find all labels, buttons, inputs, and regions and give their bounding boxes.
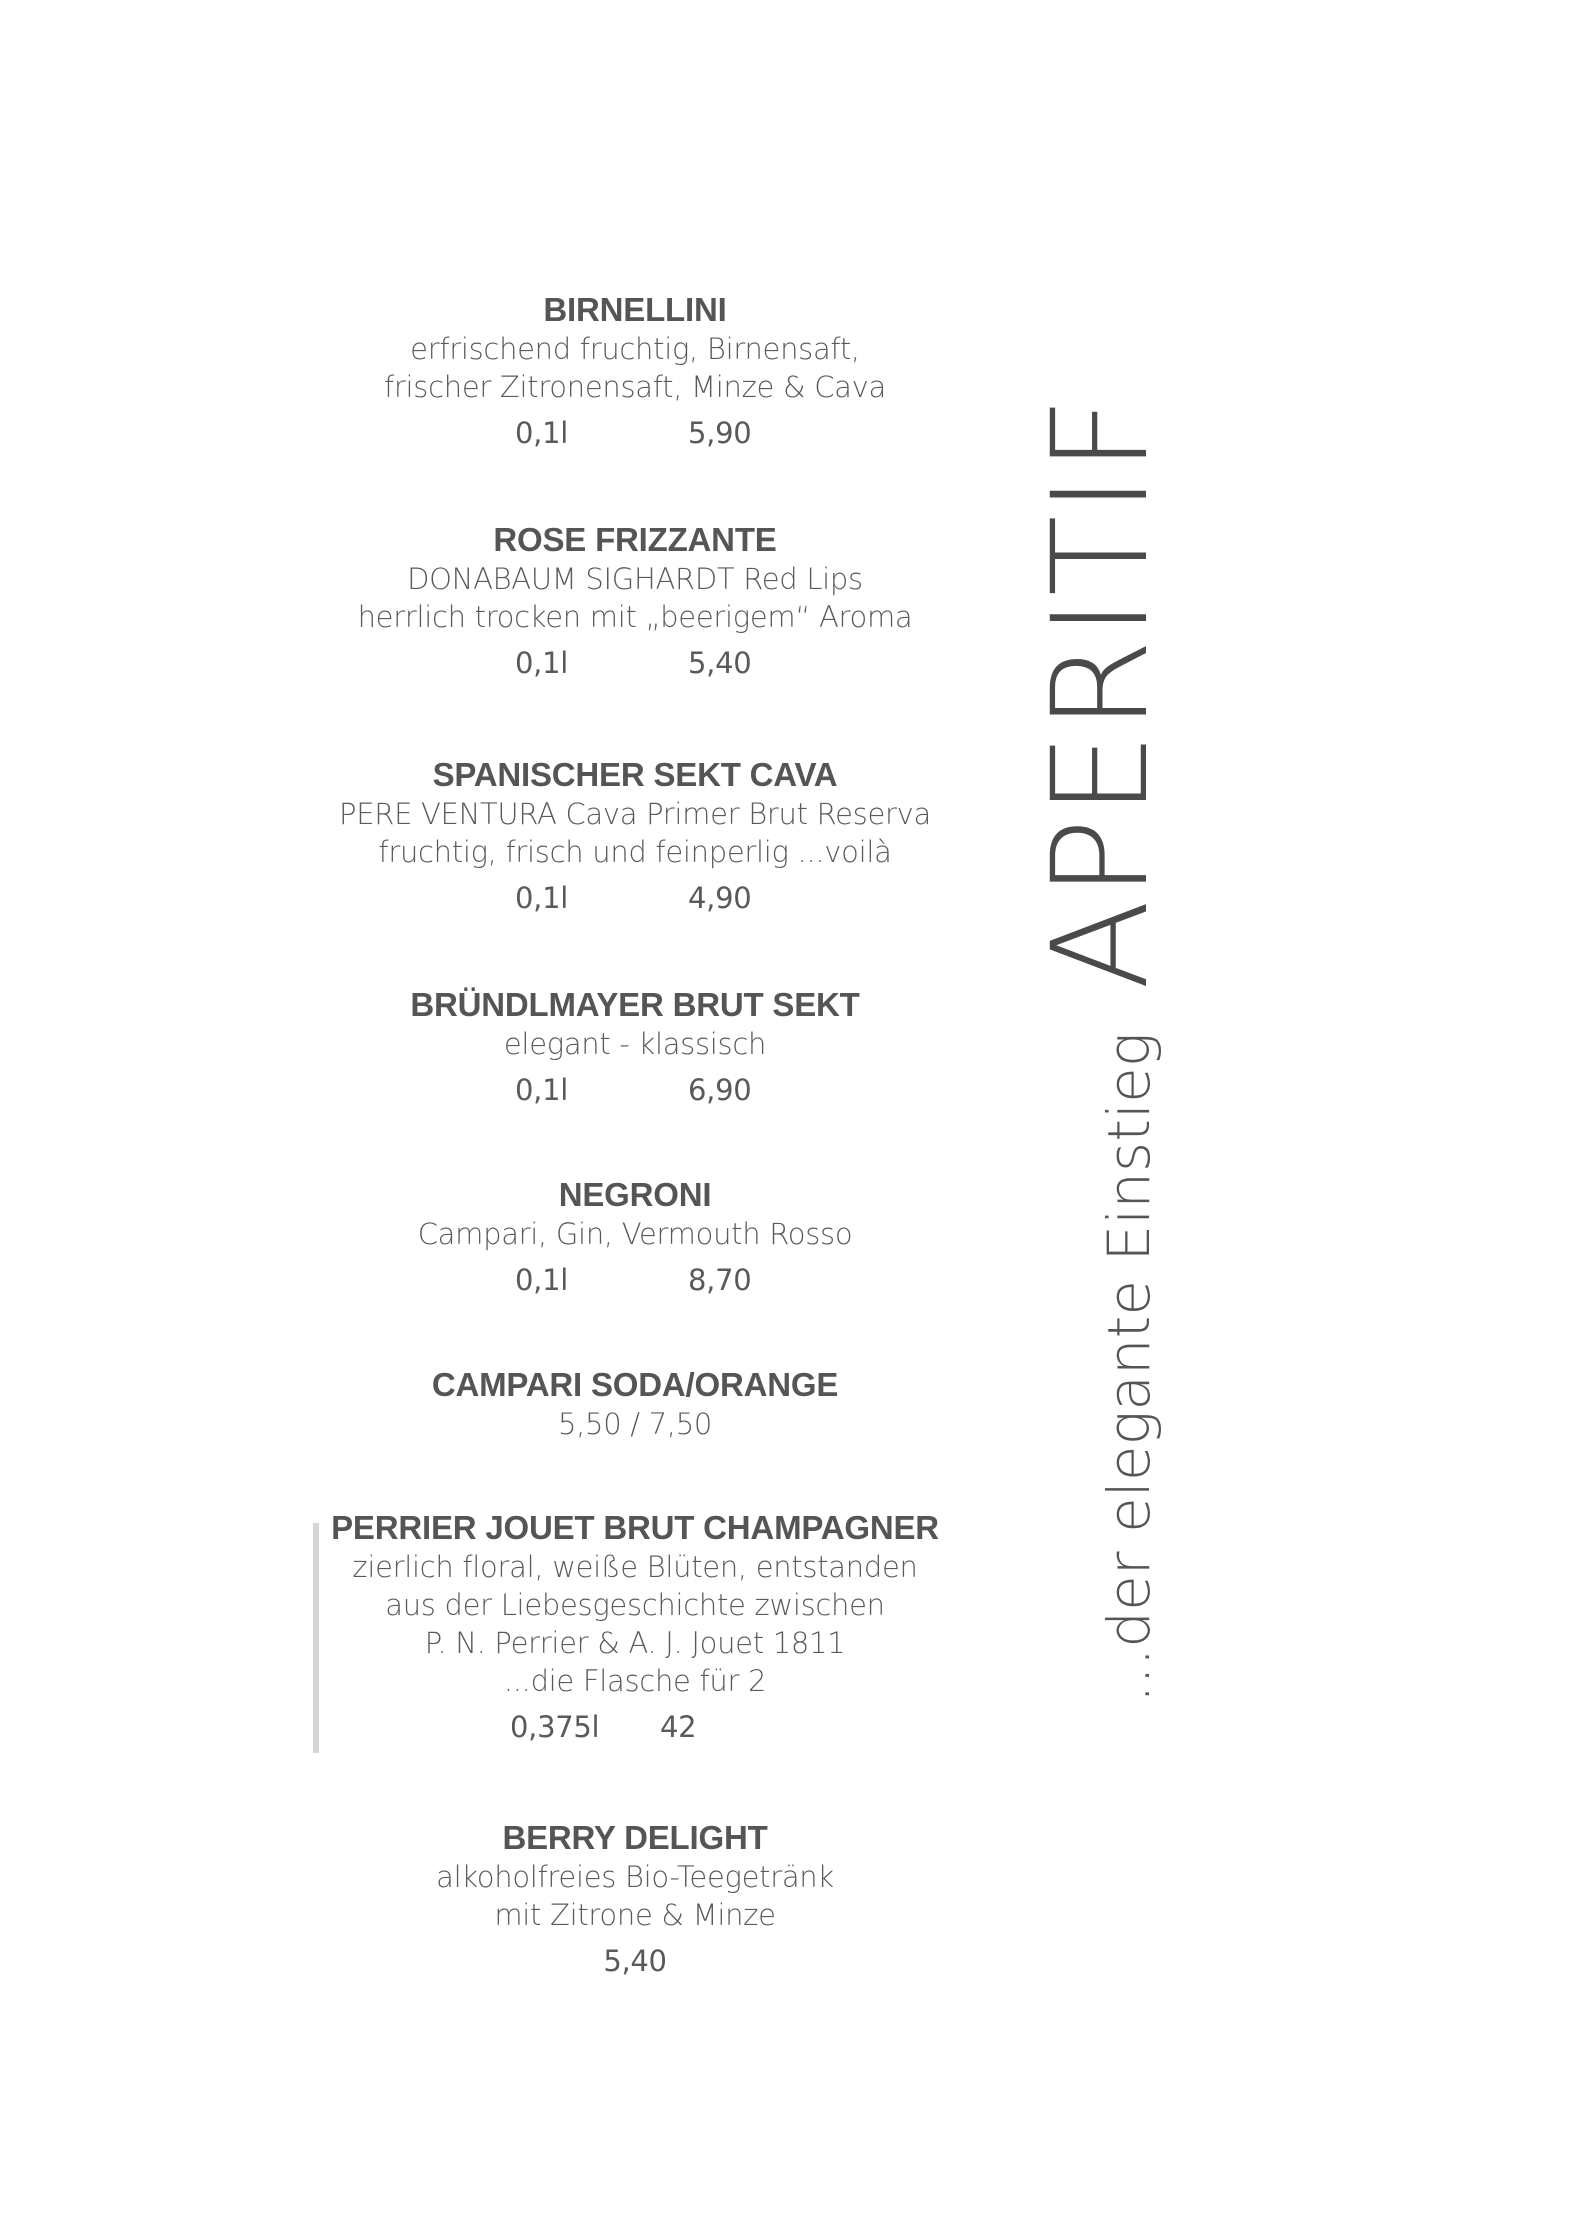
highlight-bar	[313, 1523, 319, 1753]
item-volume: 0,1l	[515, 1263, 568, 1297]
item-description-line: frischer Zitronensaft, Minze & Cava	[384, 370, 886, 404]
menu-item	[310, 985, 960, 1111]
item-description-line: mit Zitrone & Minze	[494, 1898, 776, 1932]
menu-item	[310, 1818, 960, 1982]
item-description-line: P. N. Perrier & A. J. Jouet 1811	[424, 1626, 846, 1660]
item-description-line: elegant - klassisch	[503, 1027, 767, 1061]
price-row	[310, 642, 960, 684]
menu-item	[310, 520, 960, 684]
item-description-line: ...die Flasche für 2	[503, 1664, 767, 1698]
item-name: CAMPARI SODA/ORANGE	[431, 1366, 839, 1403]
item-name: BIRNELLINI	[543, 291, 727, 328]
item-price-line: 5,50 / 7,50	[557, 1407, 713, 1441]
item-name: PERRIER JOUET BRUT CHAMPAGNER	[331, 1509, 939, 1546]
item-name: BERRY DELIGHT	[502, 1819, 768, 1856]
price-row	[310, 1706, 960, 1748]
item-name: SPANISCHER SEKT CAVA	[432, 756, 838, 793]
page-title: APERITIF	[1024, 394, 1178, 990]
item-description-line: Campari, Gin, Vermouth Rosso	[417, 1217, 853, 1251]
item-volume: 0,375l	[510, 1710, 600, 1744]
item-price: 4,90	[688, 881, 752, 915]
menu-item	[310, 1175, 960, 1301]
item-price: 42	[660, 1710, 697, 1744]
price-row	[310, 1259, 960, 1301]
item-description-line: zierlich floral, weiße Blüten, entstanden	[352, 1550, 918, 1584]
item-description-line: herrlich trocken mit „beerigem“ Aroma	[357, 600, 913, 634]
item-description-line: DONABAUM SIGHARDT Red Lips	[407, 562, 863, 596]
item-name: NEGRONI	[558, 1176, 712, 1213]
menu-item	[310, 755, 960, 919]
item-price: 5,90	[688, 416, 752, 450]
item-description-line: aus der Liebesgeschichte zwischen	[385, 1588, 885, 1622]
item-description-line: fruchtig, frisch und feinperlig ...voilà	[378, 835, 892, 869]
item-volume: 0,1l	[515, 881, 568, 915]
menu-item	[310, 1365, 960, 1443]
item-price: 8,70	[688, 1263, 752, 1297]
price-row	[310, 1940, 960, 1982]
item-price: 6,90	[688, 1073, 752, 1107]
item-price: 5,40	[603, 1944, 667, 1978]
item-volume: 0,1l	[515, 1073, 568, 1107]
page-subtitle: ...der elegante Einstieg	[1095, 1032, 1163, 1703]
item-price: 5,40	[688, 646, 752, 680]
price-row	[310, 1069, 960, 1111]
price-row	[310, 412, 960, 454]
item-description-line: erfrischend fruchtig, Birnensaft,	[410, 332, 860, 366]
item-volume: 0,1l	[515, 646, 568, 680]
item-description-line: alkoholfreies Bio-Teegetränk	[436, 1860, 834, 1894]
item-name: BRÜNDLMAYER BRUT SEKT	[410, 986, 860, 1023]
item-description-line: PERE VENTURA Cava Primer Brut Reserva	[339, 797, 931, 831]
price-row	[310, 877, 960, 919]
menu-item	[310, 290, 960, 454]
item-volume: 0,1l	[515, 416, 568, 450]
menu-item	[310, 1508, 960, 1748]
item-name: ROSE FRIZZANTE	[493, 521, 777, 558]
